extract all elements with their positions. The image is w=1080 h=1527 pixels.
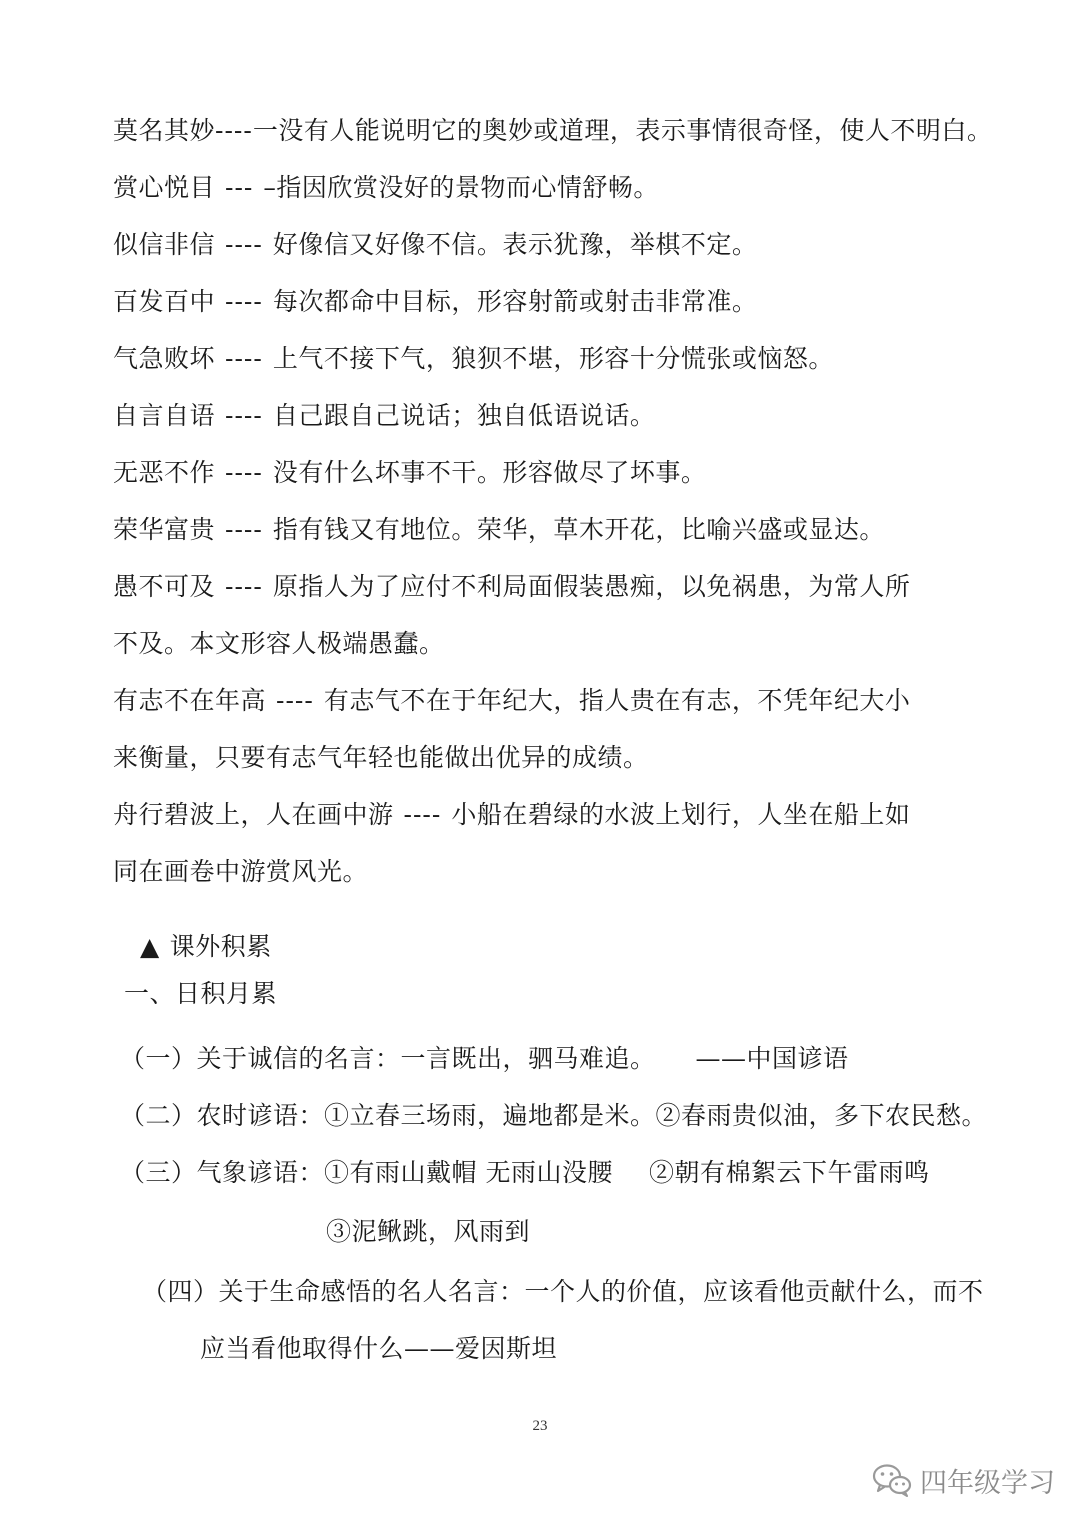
idiom-separator: ---- <box>215 116 253 145</box>
idiom-term: 莫名其妙 <box>113 116 216 145</box>
idiom-continuation: 来衡量，只要有志气年轻也能做出优异的成绩。 <box>113 743 649 772</box>
idiom-separator: ---- <box>225 572 263 601</box>
idiom-continuation: 同在画卷中游赏风光。 <box>113 857 369 886</box>
idiom-continuation: 不及。本文形容人极端愚蠢。 <box>113 629 445 658</box>
idiom-line <box>113 570 910 604</box>
section-title: 课外积累 <box>169 932 272 961</box>
idiom-line <box>113 114 992 148</box>
saying-item: （四）关于生命感悟的名人名言：一个人的价值，应该看他贡献什么，而不 <box>142 1277 984 1306</box>
idiom-term: 百发百中 <box>113 287 216 316</box>
idiom-separator: ---- <box>225 344 263 373</box>
saying-item <box>120 1042 849 1076</box>
idiom-term: 舟行碧波上，人在画中游 <box>113 800 394 829</box>
saying-item <box>120 1156 929 1190</box>
idiom-definition: 没有什么坏事不干。形容做尽了坏事。 <box>272 458 707 487</box>
section-heading <box>140 930 272 964</box>
idiom-term: 荣华富贵 <box>113 515 216 544</box>
idiom-definition: 有志气不在于年纪大，指人贵在有志，不凭年纪大小 <box>323 686 911 715</box>
idiom-term: 似信非信 <box>113 230 216 259</box>
idiom-term: 气急败坏 <box>113 344 216 373</box>
saying-continuation: 应当看他取得什么——爱因斯坦 <box>200 1334 558 1363</box>
idiom-line <box>113 513 885 547</box>
page-number: 23 <box>532 1418 548 1434</box>
saying-continuation: ③泥鳅跳，风雨到 <box>326 1217 531 1246</box>
idiom-term: 无恶不作 <box>113 458 216 487</box>
idiom-definition: 小船在碧绿的水波上划行，人坐在船上如 <box>451 800 911 829</box>
idiom-definition: 指有钱又有地位。荣华，草木开花，比喻兴盛或显达。 <box>272 515 885 544</box>
saying-text: （三）气象谚语：①有雨山戴帽 无雨山没腰 <box>120 1158 613 1187</box>
idiom-separator: ---- <box>225 401 263 430</box>
idiom-line <box>113 399 655 433</box>
idiom-line <box>113 456 706 490</box>
triangle-icon: ▲ <box>140 932 160 961</box>
idiom-definition: –指因欣赏没好的景物而心情舒畅。 <box>263 173 659 202</box>
idiom-definition: 上气不接下气，狼狈不堪，形容十分慌张或恼怒。 <box>272 344 834 373</box>
saying-source: ——中国谚语 <box>695 1044 849 1073</box>
idiom-separator: --- <box>225 173 254 202</box>
idiom-separator: ---- <box>225 230 263 259</box>
idiom-term: 愚不可及 <box>113 572 216 601</box>
idiom-separator: ---- <box>225 458 263 487</box>
idiom-line <box>113 342 834 376</box>
saying-item: （二）农时谚语：①立春三场雨，遍地都是米。②春雨贵似油，多下农民愁。 <box>120 1101 988 1130</box>
idiom-line <box>113 798 910 832</box>
idiom-line <box>113 228 757 262</box>
idiom-line <box>113 684 910 718</box>
idiom-separator: ---- <box>276 686 314 715</box>
idiom-term: 赏心悦目 <box>113 173 216 202</box>
idiom-definition: 每次都命中目标，形容射箭或射击非常准。 <box>272 287 758 316</box>
wechat-icon <box>872 1463 912 1497</box>
idiom-separator: ---- <box>225 287 263 316</box>
idiom-term: 自言自语 <box>113 401 216 430</box>
idiom-separator: ---- <box>403 800 442 829</box>
idiom-definition: 自己跟自己说话；独自低语说话。 <box>272 401 656 430</box>
saying-extra: ②朝有棉絮云下午雷雨鸣 <box>648 1158 930 1187</box>
idiom-definition: 一没有人能说明它的奥妙或道理，表示事情很奇怪，使人不明白。 <box>252 116 993 145</box>
section-subtitle: 一、日积月累 <box>124 979 278 1008</box>
watermark <box>872 1458 1055 1502</box>
watermark-text: 四年级学习 <box>920 1467 1055 1499</box>
saying-text: （一）关于诚信的名言：一言既出，驷马难追。 <box>120 1044 656 1073</box>
idiom-line <box>113 285 757 319</box>
idiom-separator: ---- <box>225 515 263 544</box>
idiom-term: 有志不在年高 <box>113 686 267 715</box>
idiom-definition: 好像信又好像不信。表示犹豫，举棋不定。 <box>272 230 758 259</box>
idiom-line <box>113 171 659 205</box>
idiom-definition: 原指人为了应付不利局面假装愚痴，以免祸患，为常人所 <box>272 572 911 601</box>
